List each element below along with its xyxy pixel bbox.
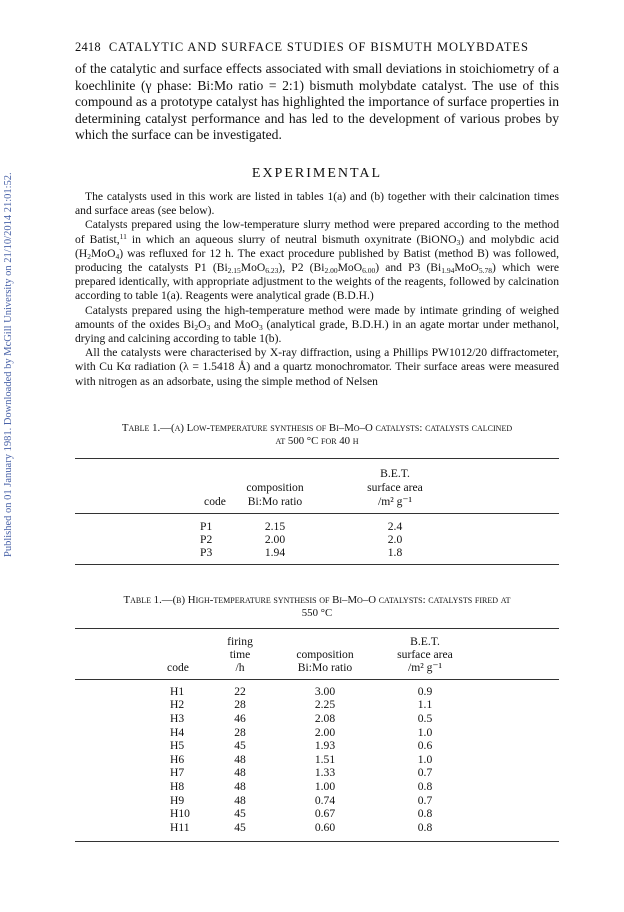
header-cell: surface area (397, 647, 453, 661)
paragraph-1: The catalysts used in this work are listed in tables 1(a) and (b) together with their calcination times and surface areas (see below). (75, 189, 559, 218)
table-cell: 1.51 (314, 752, 336, 766)
header-cell: Bi:Mo ratio (297, 660, 353, 674)
header-cell: Bi:Mo ratio (247, 494, 303, 508)
table-cell: H2 (170, 698, 185, 712)
table-cell: 48 (234, 780, 246, 793)
table-cell: 0.7 (417, 793, 433, 807)
table-cell: 0.8 (417, 820, 433, 834)
header-cell: code (204, 494, 226, 508)
table-cell: 0.9 (417, 684, 433, 698)
paragraph-4: All the catalysts were characterised by X-ray diffraction, using a Phillips PW1012/20 diffractometer, with Cu Kα radiation (λ = 1.5418 Å) and a quartz monochromator. Their surface areas were measured with nitrogen as an adsorbate, using the simple method of Nelsen (75, 346, 559, 388)
header-cell: B.E.T. (380, 466, 410, 480)
table-cell: 2.15 (264, 519, 286, 533)
running-header (75, 40, 559, 58)
table-cell: 2.4 (387, 519, 403, 533)
page-number: 2418 (75, 40, 101, 54)
table-cell: 1.1 (417, 698, 433, 712)
header-cell: composition (246, 480, 304, 494)
header-cell: surface area (367, 480, 423, 494)
table-cell: 2.00 (314, 725, 336, 739)
table-rule (75, 679, 559, 680)
running-title: CATALYTIC AND SURFACE STUDIES OF BISMUTH MOLYBDATES (108, 40, 529, 54)
table-cell: 0.67 (314, 807, 336, 821)
table-cell: 45 (234, 820, 246, 834)
download-notice: Published on 01 January 1981. Downloaded by McGill University on 21/10/2014 21:01:52. (3, 172, 14, 558)
table-cell: P3 (200, 545, 213, 559)
table-cell: 1.00 (314, 780, 336, 793)
table-cell: 2.08 (314, 712, 336, 725)
paragraph-3: Catalysts prepared using the high-temperature method were made by intimate grinding of weighed amounts of the oxides $Bi_2O_3$ and MoO$_3$ (analytical grade, B.D.H.) in an agate mortar under methanol, drying and calcining according to table 1(b). (75, 303, 559, 345)
table-cell: P2 (200, 532, 213, 546)
table-cell: H7 (170, 766, 185, 780)
table-b (75, 628, 559, 850)
table-cell: 48 (234, 752, 246, 766)
table-rule (75, 458, 559, 459)
header-cell: composition (296, 647, 354, 661)
table-cell: 0.74 (314, 793, 336, 807)
table-cell: 0.8 (417, 807, 433, 821)
table-cell: 45 (234, 807, 246, 821)
table-cell: 0.60 (314, 820, 336, 834)
table-b-caption: Table 1.—(b) High-temperature synthesis of Bi–Mo–O catalysts: catalysts fired at 550 °C (123, 593, 511, 619)
table-rule (75, 564, 559, 565)
intro-paragraph: of the catalytic and surface effects associated with small deviations in stoichiometry of a koechlinite (γ phase: Bi:Mo ratio = 2:1) bismuth molybdate catalyst. The use of this compound as a prototype catalyst has highlighted the importance of surface properties in determining catalyst performance and has led to the development of various probes by which the surface can be investigated. (75, 61, 559, 143)
table-cell: H10 (170, 807, 190, 821)
table-cell: 2.0 (387, 532, 403, 546)
table-cell: 1.0 (417, 752, 433, 766)
table-cell: 3.00 (314, 684, 336, 698)
table-cell: P1 (200, 519, 213, 533)
table-cell: 28 (234, 725, 246, 739)
table-cell: H5 (170, 739, 185, 753)
table-cell: 1.94 (264, 545, 286, 559)
table-cell: 28 (234, 698, 246, 712)
table-cell: H11 (170, 820, 190, 834)
table-cell: 1.93 (314, 739, 336, 753)
table-cell: 45 (234, 739, 246, 753)
header-cell: /m² g⁻¹ (377, 494, 412, 508)
table-cell: 22 (234, 684, 246, 698)
table-cell: H1 (170, 684, 185, 698)
table-cell: H6 (170, 752, 185, 766)
table-cell: H9 (170, 793, 185, 807)
header-cell: firing (227, 634, 253, 648)
header-cell: /m² g⁻¹ (407, 660, 442, 674)
header-cell: /h (235, 660, 245, 674)
table-rule (75, 841, 559, 842)
table-cell: 0.8 (417, 780, 433, 793)
table-cell: 48 (234, 793, 246, 807)
table-cell: 46 (234, 712, 246, 725)
table-cell: 0.6 (417, 739, 433, 753)
table-cell: H8 (170, 780, 185, 793)
table-cell: 2.25 (314, 698, 336, 712)
table-cell: H3 (170, 712, 185, 725)
table-cell: 1.33 (314, 766, 336, 780)
table-cell: 48 (234, 766, 246, 780)
table-a-caption: Table 1.—(a) Low-temperature synthesis of Bi–Mo–O catalysts: catalysts calcined at 500 °C for 40 h (121, 421, 513, 447)
table-cell: 0.7 (417, 766, 433, 780)
table-rule (75, 628, 559, 629)
table-cell: H4 (170, 725, 185, 739)
paragraph-2: Catalysts prepared using the low-temperature slurry method were prepared according to the method of Batist,$^{11}$ in which an aqueous slurry of neutral bismuth oxynitrate (BiONO$_3$) and molybdic acid $(H_2MoO_4)$ was refluxed for 12 h. The exact procedure published by Batist (method B) was followed, producing the catalysts P1 $(Bi_{2.15}MoO_{6.23})$, P2 $(Bi_{2.00}MoO_{6.00})$ and P3 $(Bi_{1.94}MoO_{5.78})$ which were prepared identically, with appropriate adjustment to the weights of the reagents, followed by calcination according to table 1(a). Reagents were analytical grade (B.D.H.) (75, 218, 559, 303)
table-rule (75, 513, 559, 514)
table-cell: 2.00 (264, 532, 286, 546)
experimental-body (75, 190, 559, 389)
header-cell: time (229, 647, 251, 661)
table-cell: 1.8 (387, 545, 403, 559)
section-heading: EXPERIMENTAL (251, 165, 383, 181)
journal-page (75, 40, 559, 850)
table-cell: 0.5 (417, 712, 433, 725)
header-cell: B.E.T. (410, 634, 440, 648)
header-cell: code (167, 660, 189, 674)
table-a (75, 458, 559, 570)
table-cell: 1.0 (417, 725, 433, 739)
